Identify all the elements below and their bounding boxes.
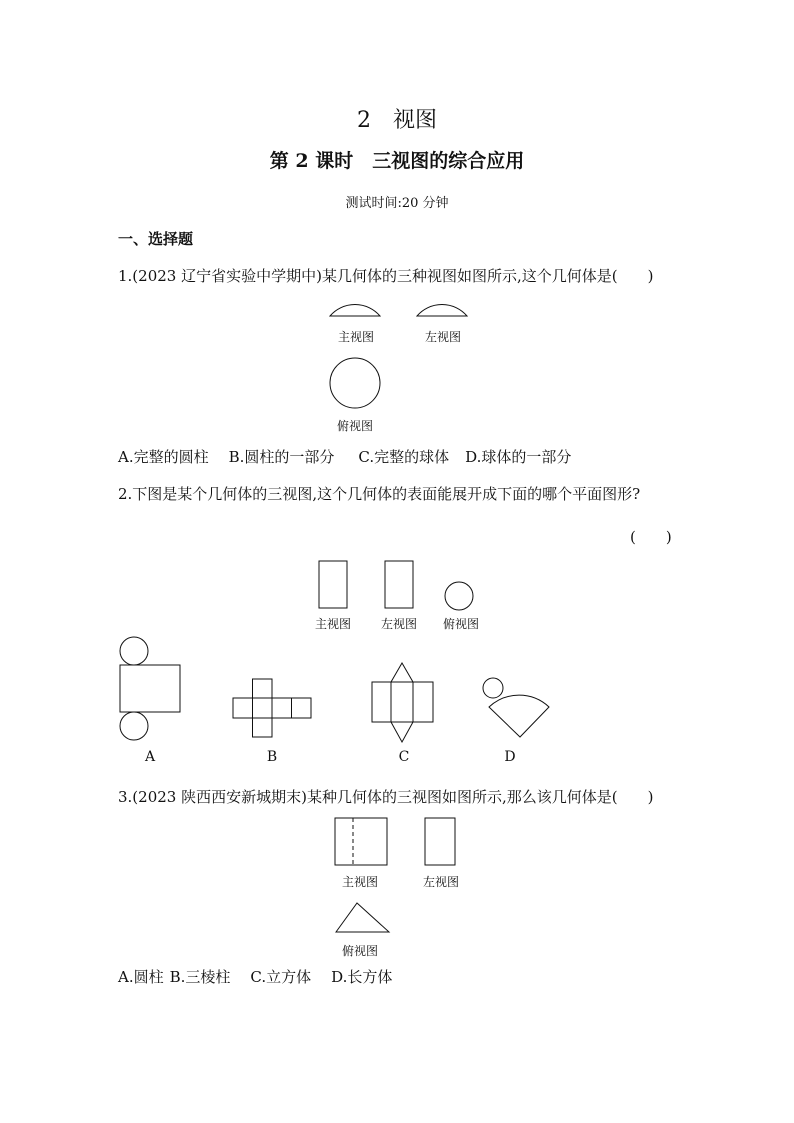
q2-choice-c-net[interactable]: [371, 662, 435, 744]
lesson-subtitle: 第 2 课时 三视图的综合应用: [269, 150, 525, 172]
q2-left-view-figure: [384, 560, 416, 610]
chapter-title: 2 视图: [357, 108, 437, 133]
q2-choice-d-label: D: [504, 749, 516, 765]
q1-front-caption: 主视图: [337, 330, 374, 344]
q1-option-b[interactable]: B.圆柱的一部分: [228, 448, 335, 466]
q1-option-d[interactable]: D.球体的一部分: [465, 448, 572, 466]
q1-option-c[interactable]: C.完整的球体: [358, 448, 450, 466]
q3-option-c[interactable]: C.立方体: [250, 968, 312, 986]
q3-option-d[interactable]: D.长方体: [331, 968, 393, 986]
q1-left-caption: 左视图: [424, 330, 461, 344]
q2-answer-bracket[interactable]: ( ): [630, 528, 672, 546]
q2-top-view-figure: [444, 581, 476, 613]
q3-left-view-figure: [424, 817, 458, 867]
q3-option-b[interactable]: B.三棱柱: [169, 968, 231, 986]
q3-top-caption: 俯视图: [341, 944, 378, 958]
q1-option-a[interactable]: A.完整的圆柱: [118, 448, 209, 466]
question-2-text: 2.下图是某个几何体的三视图,这个几何体的表面能展开成下面的哪个平面图形?: [118, 485, 641, 503]
time-note: 测试时间:20 分钟: [345, 196, 449, 211]
q2-choice-a-label: A: [144, 749, 156, 765]
q2-top-caption: 俯视图: [442, 617, 479, 631]
q1-top-caption: 俯视图: [336, 419, 373, 433]
question-1-text: 1.(2023 辽宁省实验中学期中)某几何体的三种视图如图所示,这个几何体是( ): [118, 267, 654, 285]
q3-options: [118, 966, 392, 987]
q3-front-caption: 主视图: [341, 875, 378, 889]
q2-choice-a-net[interactable]: [118, 635, 184, 743]
q2-choice-b-net[interactable]: [232, 678, 314, 740]
q3-top-view-figure: [335, 902, 391, 934]
q1-top-view-figure: [328, 356, 382, 410]
q1-front-view-figure: [328, 298, 384, 320]
question-3-text: 3.(2023 陕西西安新城期末)某种几何体的三视图如图所示,那么该几何体是( ): [118, 788, 654, 806]
q3-left-caption: 左视图: [422, 875, 459, 889]
section-heading: 一、选择题: [118, 230, 194, 248]
q2-choice-b-label: B: [266, 749, 278, 765]
q2-front-caption: 主视图: [314, 617, 351, 631]
q2-choice-d-net[interactable]: [482, 677, 552, 741]
q1-options: [118, 446, 571, 467]
q2-choice-c-label: C: [398, 749, 410, 765]
q2-left-caption: 左视图: [380, 617, 417, 631]
q3-front-view-figure: [334, 817, 390, 867]
q1-left-view-figure: [415, 298, 471, 320]
q2-front-view-figure: [318, 560, 350, 610]
q3-option-a[interactable]: A.圆柱: [118, 968, 164, 986]
